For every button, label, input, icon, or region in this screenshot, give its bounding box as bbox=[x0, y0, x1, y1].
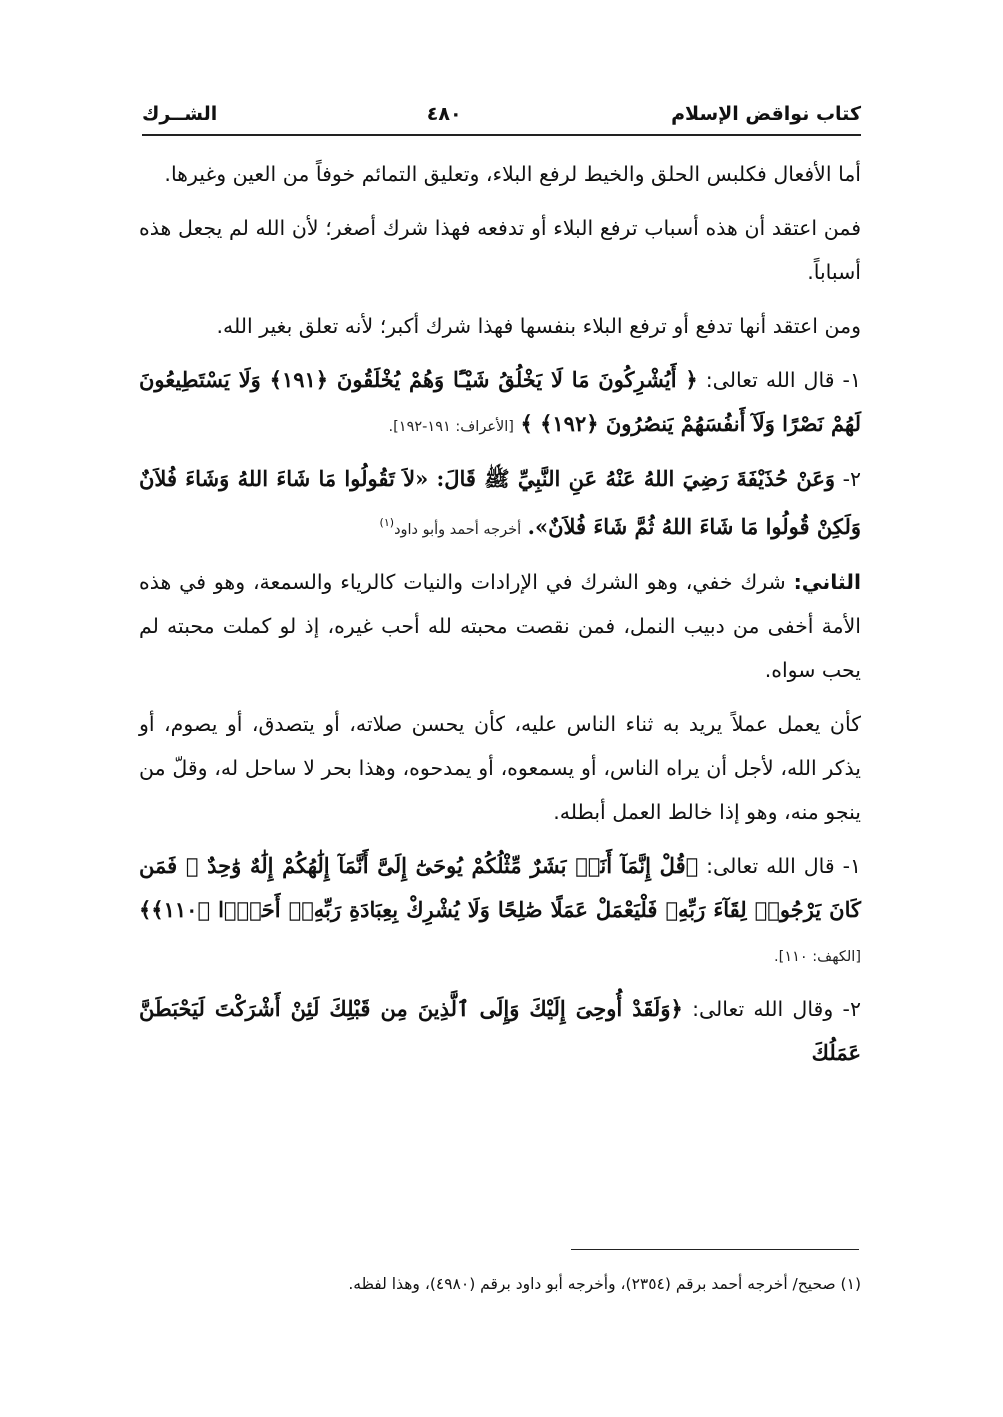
paragraph-actions: أما الأفعال فكلبس الحلق والخيط لرفع البلاء، وتعليق التمائم خوفاً من العين وغيرها. bbox=[164, 162, 861, 186]
item-number: ١- bbox=[842, 853, 861, 878]
quran-verse: ﴿ أَيُشْرِكُونَ مَا لَا يَخْلُقُ شَيْـًٔا وَهُمْ يُخْلَقُونَ ﴿١٩١﴾ وَلَا يَسْتَطِيعُونَ لَهُمْ نَصْرًا وَلَآ أَنفُسَهُمْ يَنصُرُونَ ﴿١٩٢﴾ ﴾ bbox=[139, 367, 861, 436]
item-intro: قال الله تعالى: bbox=[705, 368, 835, 392]
section-text: شرك خفي، وهو الشرك في الإرادات والنيات كالرياء والسمعة، وهو في هذه الأمة أخفى من دبيب النمل، فمن نقصت محبته لله أحب غيره، إذ لو كملت محبته لم يحب سواه. bbox=[139, 569, 861, 682]
page-number: ٤٨٠ bbox=[426, 103, 462, 125]
evidence-item-2 bbox=[139, 457, 861, 552]
item-intro: قال الله تعالى: bbox=[706, 853, 835, 878]
evidence-item-1 bbox=[139, 358, 861, 449]
paragraph-riya-example: كأن يعمل عملاً يريد به ثناء الناس عليه، كأن يحسن صلاته، أو يتصدق، أو يصوم، أو يذكر الله، لأجل أن يراه الناس، أو يسمعوه، أو يمدحوه، وهذا بحر لا ساحل له، وقلّ من ينجو منه، وهو إذا خالط العمل أبطله. bbox=[139, 711, 861, 824]
header-divider bbox=[142, 134, 861, 136]
chapter-title: الشــرك bbox=[142, 103, 218, 125]
quran-verse: ﴿وَلَقَدْ أُوحِىَ إِلَيْكَ وَإِلَى ٱلَّذِينَ مِن قَبْلِكَ لَئِنْ أَشْرَكْتَ لَيَحْبَطَنَّ عَمَلُكَ bbox=[139, 995, 861, 1065]
hadith-text: وَعَنْ حُذَيْفَةَ رَضِيَ اللهُ عَنْهُ عَنِ النَّبِيِّ ﷺ قَالَ: «لاَ تَقُولُوا مَا شَاءَ اللهُ وَشَاءَ فُلاَنٌ وَلَكِنْ قُولُوا مَا شَاءَ اللهُ ثُمَّ شَاءَ فُلاَنٌ». bbox=[139, 466, 861, 539]
item-number: ٢- bbox=[842, 996, 861, 1021]
footnote-mark[interactable]: (١) bbox=[379, 516, 395, 529]
item-number: ٢- bbox=[842, 467, 861, 491]
hadith-reference: أخرجه أحمد وأبو داود bbox=[394, 521, 522, 538]
section-label: الثاني: bbox=[793, 569, 861, 594]
verse-reference: [الأعراف: ١٩١-١٩٢]. bbox=[388, 419, 514, 435]
footnote: (١) صحيح/ أخرجه أحمد برقم (٢٣٥٤)، وأخرجه أبو داود برقم (٤٩٨٠)، وهذا لفظه. bbox=[348, 1275, 861, 1293]
paragraph-hidden-shirk bbox=[139, 560, 861, 692]
footnote-divider bbox=[571, 1249, 859, 1250]
verse-reference: [الكهف: ١١٠]. bbox=[774, 948, 861, 965]
evidence-item-4 bbox=[139, 987, 861, 1075]
evidence-item-3 bbox=[139, 844, 861, 979]
book-title: كتاب نواقض الإسلام bbox=[671, 103, 861, 125]
item-intro: وقال الله تعالى: bbox=[692, 996, 834, 1021]
page-body bbox=[139, 152, 861, 1083]
paragraph-major-shirk: ومن اعتقد أنها تدفع أو ترفع البلاء بنفسها فهذا شرك أكبر؛ لأنه تعلق بغير الله. bbox=[216, 314, 861, 338]
paragraph-minor-shirk: فمن اعتقد أن هذه أسباب ترفع البلاء أو تدفعه فهذا شرك أصغر؛ لأن الله لم يجعل هذه أسباباً. bbox=[139, 216, 861, 284]
page-header bbox=[142, 103, 861, 125]
quran-verse: ﴿قُلْ إِنَّمَآ أَنَا۠ بَشَرٌ مِّثْلُكُمْ يُوحَىٰٓ إِلَىَّ أَنَّمَآ إِلَٰهُكُمْ إِلَٰهٌ وَٰحِدٌ ۖ فَمَن كَانَ يَرْجُوا۟ لِقَآءَ رَبِّهِۦ فَلْيَعْمَلْ عَمَلًا صَٰلِحًا وَلَا يُشْرِكْ بِعِبَادَةِ رَبِّهِۦٓ أَحَدًۢا ﴿١١٠﴾﴾ bbox=[139, 852, 861, 922]
item-number: ١- bbox=[842, 368, 861, 392]
